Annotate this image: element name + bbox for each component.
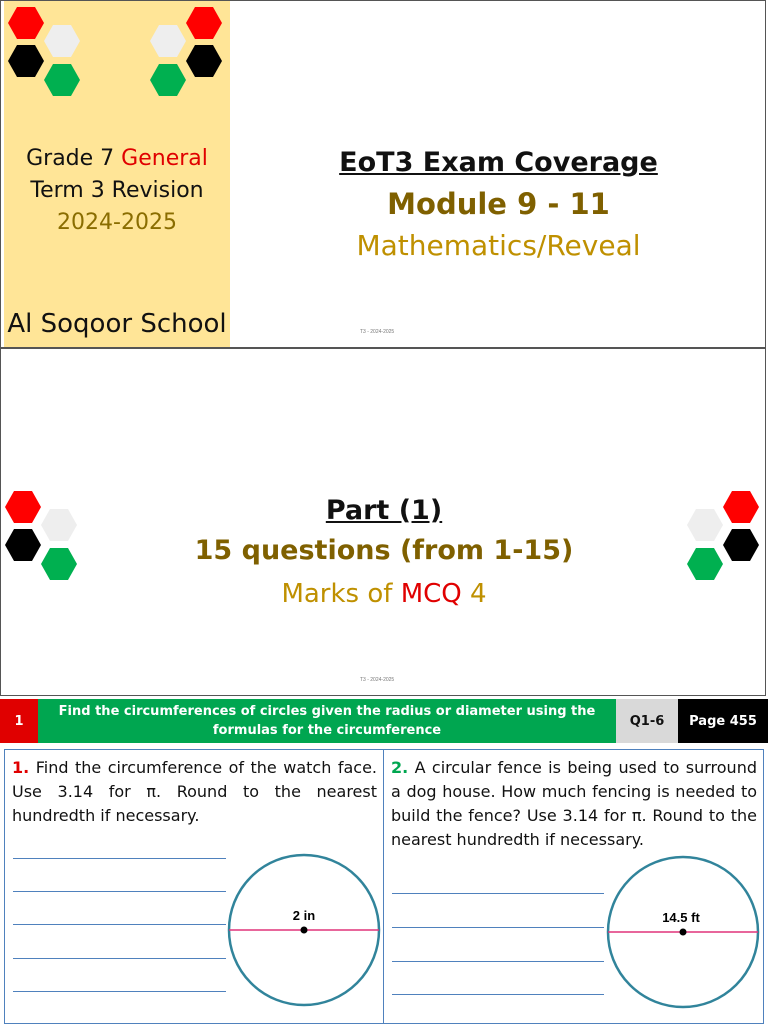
- marks-value: 4: [461, 579, 487, 609]
- question-1-text: [12, 756, 377, 828]
- answer-line[interactable]: [13, 958, 226, 959]
- answer-line[interactable]: [13, 891, 226, 892]
- answer-line[interactable]: [13, 858, 226, 859]
- part-title: Part (1): [325, 495, 443, 526]
- hexagon-cluster-icon: [4, 1, 94, 105]
- diameter-label: 14.5 ft: [662, 910, 700, 925]
- marks-prefix: Marks of: [281, 579, 401, 609]
- subject-label: Mathematics/Reveal: [356, 229, 641, 262]
- title-slide: [0, 0, 766, 348]
- slide-footer: T3 - 2024-2025: [360, 677, 395, 683]
- year-label: 2024-2025: [57, 210, 177, 235]
- diameter-label: 2 in: [292, 908, 316, 923]
- question-card-2: [383, 749, 764, 1024]
- question-card-1: [4, 749, 384, 1024]
- answer-line[interactable]: [392, 994, 604, 995]
- question-2-body: A circular fence is being used to surround a dog house. How much fencing is needed to build the fence? Use 3.14 for π. Round to the nearest hundredth if necessary.: [391, 758, 757, 849]
- center-point: [301, 927, 308, 934]
- school-name: Al Soqoor School: [7, 309, 227, 339]
- grade-label: Grade 7: [26, 146, 122, 171]
- dog-house-fence-figure: [606, 852, 764, 1012]
- marks-info: [1, 579, 767, 609]
- question-1-number: 1.: [12, 758, 30, 777]
- answer-line[interactable]: [13, 924, 226, 925]
- marks-type: MCQ: [400, 579, 462, 609]
- hexagon-cluster-icon: [146, 1, 236, 105]
- slide-title: EoT3 Exam Coverage: [339, 147, 658, 178]
- info-panel: [4, 1, 230, 347]
- part-slide: [0, 348, 766, 696]
- question-count: 15 questions (from 1-15): [194, 535, 574, 566]
- objective-text: Find the circumferences of circles given the radius or diameter using the formulas for the circumference: [38, 699, 616, 743]
- question-1-body: Find the circumference of the watch face. Use 3.14 for π. Round to the nearest hundredth if necessary.: [12, 758, 377, 825]
- objective-number: 1: [0, 699, 38, 743]
- question-slide: [0, 697, 768, 1024]
- slide-footer: T3 - 2024-2025: [360, 329, 395, 335]
- page-reference: Page 455: [678, 699, 768, 743]
- question-2-number: 2.: [391, 758, 409, 777]
- watch-face-figure: [227, 850, 384, 1010]
- answer-line[interactable]: [392, 893, 604, 894]
- module-range: Module 9 - 11: [387, 187, 610, 221]
- question-range: Q1-6: [616, 699, 678, 743]
- answer-line[interactable]: [392, 961, 604, 962]
- term-label: Term 3 Revision: [30, 178, 204, 203]
- grade-track: General: [121, 146, 208, 171]
- question-2-text: [391, 756, 757, 852]
- grade-info: [4, 143, 230, 239]
- center-point: [680, 929, 687, 936]
- answer-line[interactable]: [13, 991, 226, 992]
- answer-line[interactable]: [392, 927, 604, 928]
